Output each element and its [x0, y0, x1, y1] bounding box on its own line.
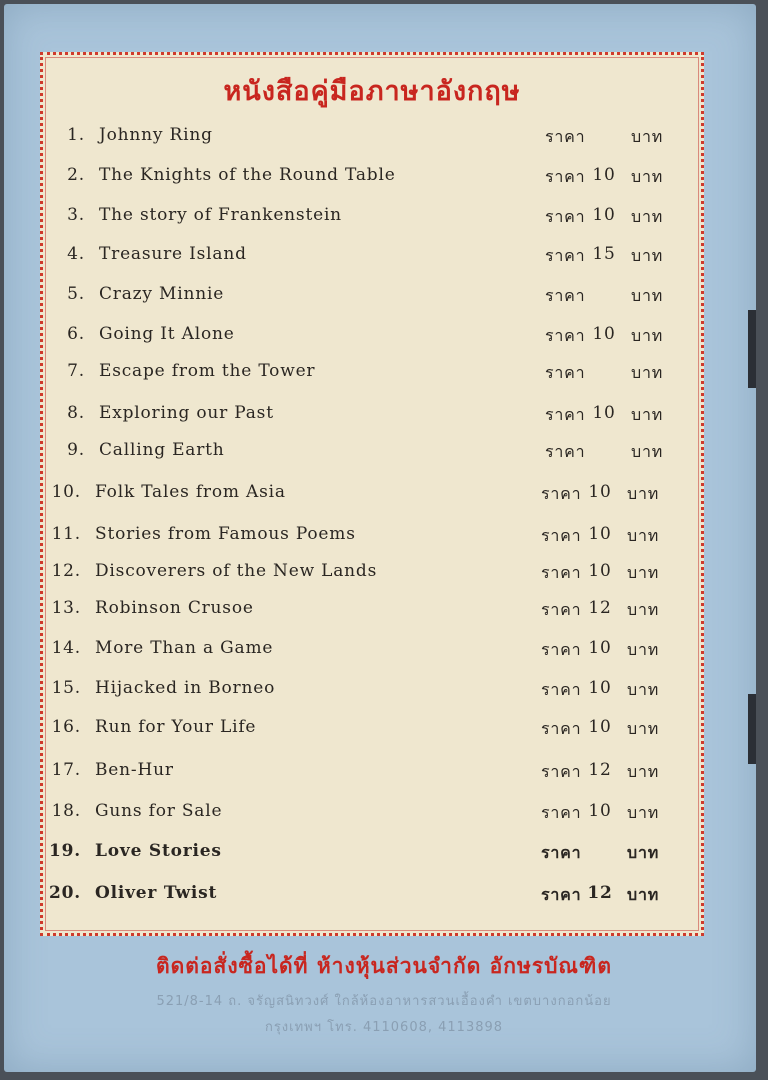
footer-address: 521/8-14 ถ. จรัญสนิทวงศ์ ใกล้ห้องอาหารสวนเอื้องคำ เขตบางกอกน้อย: [156, 994, 612, 1009]
book-title: Exploring our Past: [99, 403, 274, 423]
book-row: [43, 482, 701, 510]
book-row: [43, 244, 701, 272]
price-label: ราคา: [541, 563, 582, 582]
book-number: 12.: [51, 561, 81, 581]
book-title: The story of Frankenstein: [99, 205, 342, 225]
book-title: More Than a Game: [95, 638, 274, 658]
spine-mark-bottom: [748, 694, 756, 764]
book-title: Love Stories: [95, 841, 222, 861]
book-number: 15.: [51, 678, 81, 698]
price-label: ราคา: [545, 207, 586, 226]
currency-label: บาท: [631, 246, 664, 265]
book-row: [43, 598, 701, 626]
price-label: ราคา: [541, 640, 582, 659]
price-label: ราคา: [541, 803, 582, 822]
price-value: 10: [592, 403, 616, 423]
book-row: [43, 165, 701, 193]
book-number: 9.: [67, 440, 85, 460]
book-list-panel: [40, 52, 704, 936]
book-title: Guns for Sale: [95, 801, 223, 821]
price-value: 10: [588, 717, 612, 737]
book-row: [43, 841, 701, 869]
book-row: [43, 717, 701, 745]
book-row: [43, 125, 701, 153]
book-title: Calling Earth: [99, 440, 225, 460]
book-number: 10.: [51, 482, 81, 502]
currency-label: บาท: [627, 526, 660, 545]
book-row: [43, 883, 701, 911]
book-number: 2.: [67, 165, 85, 185]
book-back-cover: [4, 4, 756, 1072]
book-title: The Knights of the Round Table: [99, 165, 396, 185]
price-value: 10: [592, 205, 616, 225]
currency-label: บาท: [627, 680, 660, 699]
price-label: ราคา: [541, 762, 582, 781]
book-title: Crazy Minnie: [99, 284, 225, 304]
book-title: Robinson Crusoe: [95, 598, 254, 618]
book-row: [43, 361, 701, 389]
book-title: Stories from Famous Poems: [95, 524, 356, 544]
book-number: 11.: [51, 524, 81, 544]
currency-label: บาท: [627, 600, 660, 619]
book-title: Discoverers of the New Lands: [95, 561, 378, 581]
book-number: 13.: [51, 598, 81, 618]
book-number: 4.: [67, 244, 85, 264]
price-label: ราคา: [545, 405, 586, 424]
currency-label: บาท: [627, 843, 660, 862]
currency-label: บาท: [631, 286, 664, 305]
currency-label: บาท: [627, 563, 660, 582]
price-value: 15: [592, 244, 616, 264]
currency-label: บาท: [631, 207, 664, 226]
price-label: ราคา: [545, 286, 586, 305]
spine-mark-top: [748, 310, 756, 388]
currency-label: บาท: [631, 442, 664, 461]
price-value: 10: [588, 678, 612, 698]
book-row: [43, 440, 701, 468]
book-number: 7.: [67, 361, 85, 381]
price-label: ราคา: [541, 526, 582, 545]
book-row: [43, 324, 701, 352]
book-number: 5.: [67, 284, 85, 304]
price-label: ราคา: [541, 885, 582, 904]
price-value: 10: [592, 324, 616, 344]
price-label: ราคา: [541, 600, 582, 619]
currency-label: บาท: [631, 167, 664, 186]
price-value: 10: [592, 165, 616, 185]
book-number: 19.: [49, 841, 81, 861]
price-label: ราคา: [541, 680, 582, 699]
book-title: Run for Your Life: [95, 717, 257, 737]
price-value: 12: [587, 883, 613, 903]
currency-label: บาท: [627, 484, 660, 503]
book-number: 16.: [51, 717, 81, 737]
book-number: 6.: [67, 324, 85, 344]
footer-phone: กรุงเทพฯ โทร. 4110608, 4113898: [264, 1020, 504, 1035]
currency-label: บาท: [631, 326, 664, 345]
price-label: ราคา: [545, 363, 586, 382]
book-title: Oliver Twist: [95, 883, 218, 903]
book-number: 18.: [51, 801, 81, 821]
price-label: ราคา: [541, 843, 582, 862]
price-value: 12: [588, 760, 612, 780]
price-label: ราคา: [545, 127, 586, 146]
currency-label: บาท: [631, 405, 664, 424]
currency-label: บาท: [627, 885, 660, 904]
book-row: [43, 205, 701, 233]
price-label: ราคา: [541, 484, 582, 503]
book-title: Treasure Island: [99, 244, 247, 264]
page-title: หนังสือคู่มือภาษาอังกฤษ: [223, 76, 521, 107]
book-row: [43, 284, 701, 312]
price-value: 12: [588, 598, 612, 618]
price-label: ราคา: [545, 442, 586, 461]
book-row: [43, 561, 701, 589]
book-number: 3.: [67, 205, 85, 225]
book-row: [43, 524, 701, 552]
book-title: Hijacked in Borneo: [95, 678, 276, 698]
price-label: ราคา: [545, 167, 586, 186]
currency-label: บาท: [631, 127, 664, 146]
book-number: 20.: [49, 883, 81, 903]
currency-label: บาท: [627, 803, 660, 822]
book-row: [43, 760, 701, 788]
price-value: 10: [588, 482, 612, 502]
book-row: [43, 403, 701, 431]
book-row: [43, 801, 701, 829]
price-value: 10: [588, 638, 612, 658]
book-row: [43, 638, 701, 666]
book-row: [43, 678, 701, 706]
price-label: ราคา: [541, 719, 582, 738]
price-label: ราคา: [545, 246, 586, 265]
price-value: 10: [588, 561, 612, 581]
book-number: 17.: [51, 760, 81, 780]
currency-label: บาท: [627, 640, 660, 659]
footer-contact: ติดต่อสั่งซื้อได้ที่ ห้างหุ้นส่วนจำกัด อักษรบัณฑิต: [156, 954, 612, 978]
book-number: 8.: [67, 403, 85, 423]
book-title: Johnny Ring: [99, 125, 213, 145]
currency-label: บาท: [631, 363, 664, 382]
currency-label: บาท: [627, 762, 660, 781]
book-title: Going It Alone: [99, 324, 235, 344]
price-label: ราคา: [545, 326, 586, 345]
book-title: Ben-Hur: [95, 760, 174, 780]
book-number: 1.: [67, 125, 85, 145]
book-number: 14.: [51, 638, 81, 658]
price-value: 10: [588, 801, 612, 821]
currency-label: บาท: [627, 719, 660, 738]
book-title: Escape from the Tower: [99, 361, 316, 381]
book-title: Folk Tales from Asia: [95, 482, 286, 502]
price-value: 10: [588, 524, 612, 544]
